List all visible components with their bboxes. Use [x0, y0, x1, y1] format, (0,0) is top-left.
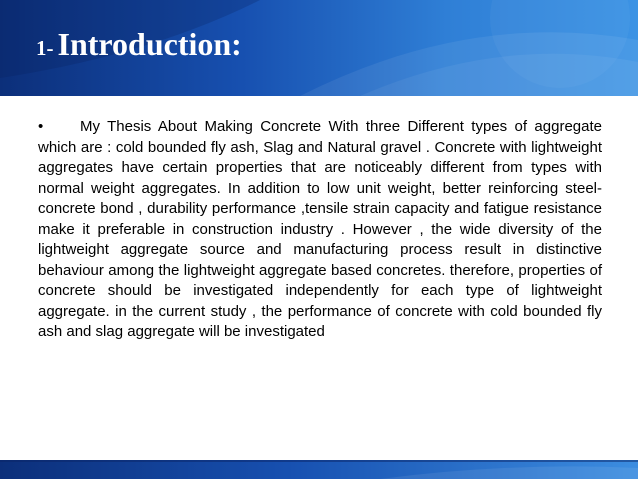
- slide-title: [36, 28, 242, 60]
- bullet-icon: •: [38, 118, 44, 135]
- footer-bar: [0, 460, 638, 479]
- title-number: 1-: [36, 36, 54, 60]
- title-text: Introduction:: [57, 26, 242, 62]
- intro-paragraph: [38, 117, 602, 343]
- intro-body-text: My Thesis About Making Concrete With three Different types of aggregate which are : cold bounded fly ash, Slag and Natural gravel . Concrete with lightweight aggregates have certain properties that are noticeably different from types with normal weight aggregates. In addition to low unit weight, better reinforcing steel-concrete bond , durability performance ,tensile strain capacity and fatigue resistance make it preferable in construction industry . However , the wide diversity of the lightweight aggregate source and manufacturing process result in distinctive behaviour among the lightweight aggregate based concretes. therefore, properties of concrete should be investigated independently for each type of lightweight aggregate. in the current study , the performance of concrete with cold bounded fly ash and slag aggregate will be investigated: [38, 118, 602, 340]
- footer-decoration: [0, 460, 638, 479]
- header-banner: [0, 0, 638, 96]
